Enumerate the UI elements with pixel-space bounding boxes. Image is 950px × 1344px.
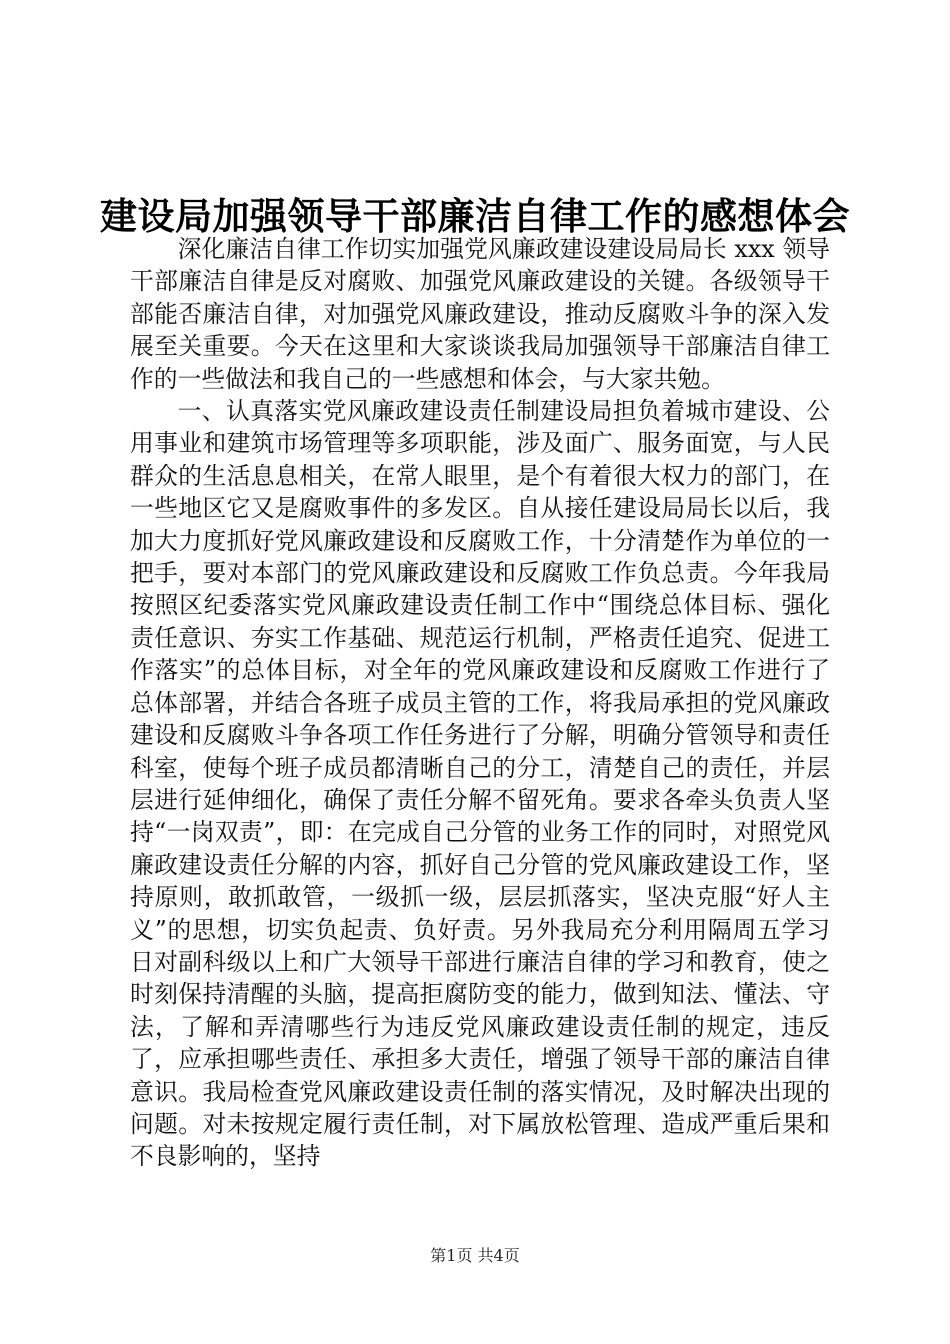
page-footer: 第1页 共4页: [430, 1246, 520, 1265]
document-title: 建设局加强领导干部廉洁自律工作的感想体会: [100, 194, 850, 238]
paragraph-section-1: 一、认真落实党风廉政建设责任制建设局担负着城市建设、公用事业和建筑市场管理等多项职能，涉及面广、服务面宽，与人民群众的生活息息相关，在常人眼里，是个有着很大权力的部门，在一些地区它又是腐败事件的多发区。自从接任建设局局长以后，我加大力度抓好党风廉政建设和反腐败工作，十分清楚作为单位的一把手，要对本部门的党风廉政建设和反腐败工作负总责。今年我局按照区纪委落实党风廉政建设责任制工作中“围绕总体目标、强化责任意识、夯实工作基础、规范运行机制，严格责任追究、促进工作落实”的总体目标，对全年的党风廉政建设和反腐败工作进行了总体部署，并结合各班子成员主管的工作，将我局承担的党风廉政建设和反腐败斗争各项工作任务进行了分解，明确分管领导和责任科室，使每个班子成员都清晰自己的分工，清楚自己的责任，并层层进行延伸细化，确保了责任分解不留死角。要求各牵头负责人坚持“一岗双责”，即：在完成自己分管的业务工作的同时，对照党风廉政建设责任分解的内容，抓好自己分管的党风廉政建设工作，坚持原则，敢抓敢管，一级抓一级，层层抓落实，坚决克服“好人主义”的思想，切实负起责、负好责。另外我局充分利用隔周五学习日对副科级以上和广大领导干部进行廉洁自律的学习和教育，使之时刻保持清醒的头脑，提高拒腐防变的能力，做到知法、懂法、守法，了解和弄清哪些行为违反党风廉政建设责任制的规定，违反了，应承担哪些责任、承担多大责任，增强了领导干部的廉洁自律意识。我局检查党风廉政建设责任制的落实情况，及时解决出现的问题。对未按规定履行责任制，对下属放松管理、造成严重后果和不良影响的，坚持: [130, 397, 830, 1171]
document-body: [130, 233, 830, 1173]
paragraph-intro: 深化廉洁自律工作切实加强党风廉政建设建设局局长 xxx 领导干部廉洁自律是反对腐败、加强党风廉政建设的关键。各级领导干部能否廉洁自律，对加强党风廉政建设，推动反腐败斗争的深入发展至关重要。今天在这里和大家谈谈我局加强领导干部廉洁自律工作的一些做法和我自己的一些感想和体会，与大家共勉。: [130, 235, 830, 393]
